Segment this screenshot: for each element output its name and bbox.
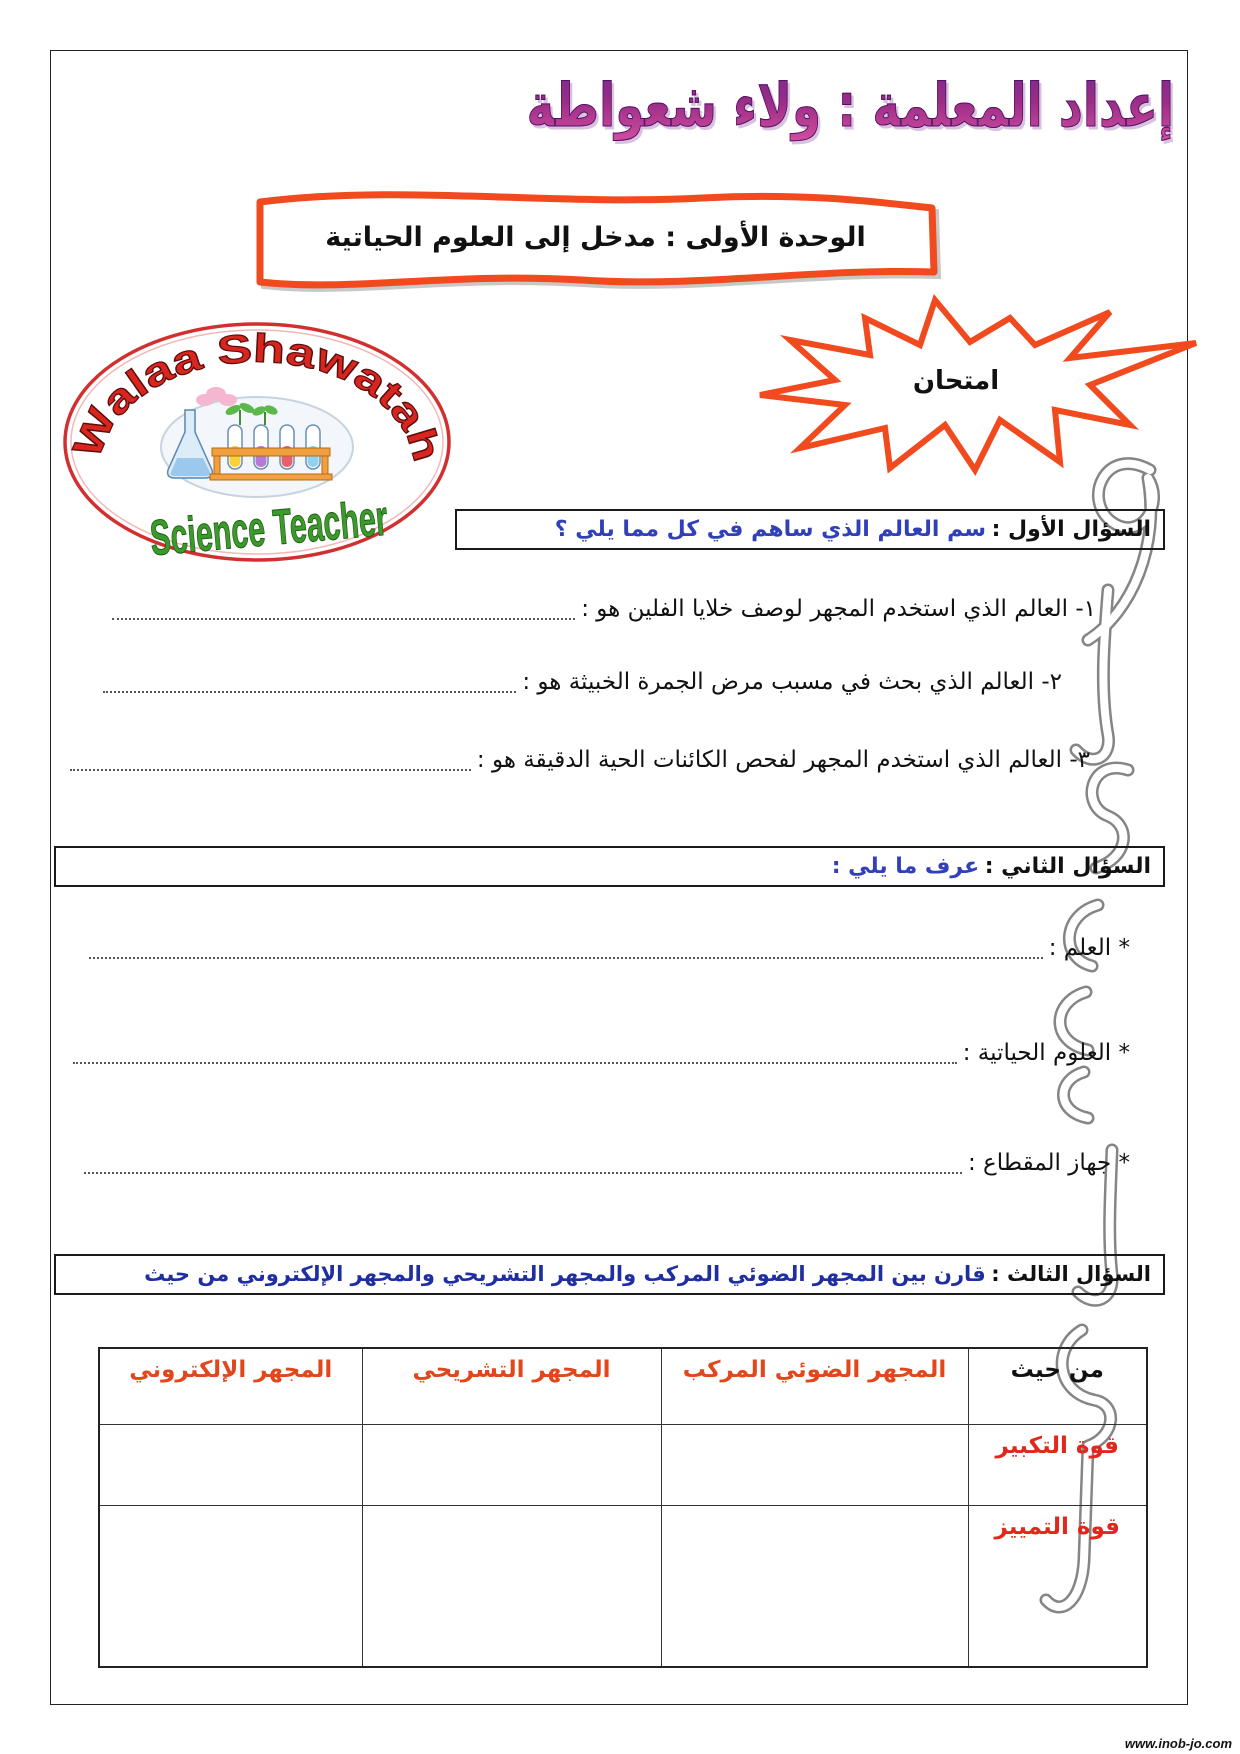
question1-header (455, 509, 1165, 550)
teacher-title: إعداد المعلمة : ولاء شعواطة (527, 56, 1174, 156)
question3-label: السؤال الثالث : (991, 1262, 1151, 1286)
teacher-logo (60, 316, 543, 567)
table-cell (362, 1424, 661, 1505)
table-row (99, 1505, 1147, 1667)
question1-item-text: ١- العالم الذي استخدم المجهر لوصف خلايا الفلين هو : (581, 596, 1096, 622)
table-header-cell: المجهر الضوئي المركب (661, 1348, 968, 1424)
answer-line (103, 689, 516, 693)
answer-line (112, 616, 575, 620)
question2-item (73, 1033, 1130, 1073)
question1-item (70, 740, 1090, 780)
table-cell (99, 1505, 362, 1667)
question1-item-text: ٣- العالم الذي استخدم المجهر لفحص الكائنات الحية الدقيقة هو : (476, 747, 1090, 773)
question2-item (89, 928, 1130, 968)
table-cell (362, 1505, 661, 1667)
question3-header (54, 1254, 1165, 1295)
logo-bottom-text: Science Teacher (147, 476, 543, 567)
table-row-label: قوة التكبير (968, 1424, 1147, 1505)
table-header-row (99, 1348, 1147, 1424)
table-row-label: قوة التمييز (968, 1505, 1147, 1667)
answer-line (89, 955, 1043, 959)
table-cell (661, 1505, 968, 1667)
definition-term: * العلوم الحياتية : (962, 1040, 1130, 1066)
answer-line (84, 1170, 962, 1174)
definition-term: * جهاز المقطاع : (967, 1150, 1130, 1176)
question1-item (112, 589, 1096, 629)
question2-prompt: عرف ما يلي : (831, 854, 980, 879)
comparison-table (98, 1347, 1148, 1668)
answer-line (73, 1060, 957, 1064)
footer-url: www.inob-jo.com (1124, 1736, 1232, 1751)
question2-item (84, 1143, 1130, 1183)
logo-top-text: Walaa Shawatah (65, 326, 447, 465)
table-header-cell: المجهر التشريحي (362, 1348, 661, 1424)
question1-item-text: ٢- العالم الذي بحث في مسبب مرض الجمرة الخبيثة هو : (522, 669, 1062, 695)
table-header-cell: المجهر الإلكتروني (99, 1348, 362, 1424)
table-cell (99, 1424, 362, 1505)
question2-header (54, 846, 1165, 887)
question1-label: السؤال الأول : (991, 517, 1151, 542)
question3-prompt: قارن بين المجهر الضوئي المركب والمجهر التشريحي والمجهر الإلكتروني من حيث (144, 1262, 986, 1286)
question1-item (103, 662, 1062, 702)
question2-label: السؤال الثاني : (984, 854, 1151, 879)
table-row (99, 1424, 1147, 1505)
definition-term: * العلم : (1048, 935, 1130, 961)
answer-line (70, 767, 471, 771)
unit-title: الوحدة الأولى : مدخل إلى العلوم الحياتية (325, 222, 866, 253)
table-header-cell: من حيث (968, 1348, 1147, 1424)
exam-label: امتحان (912, 366, 1000, 396)
table-cell (661, 1424, 968, 1505)
question1-prompt: سم العالم الذي ساهم في كل مما يلي ؟ (554, 517, 986, 542)
